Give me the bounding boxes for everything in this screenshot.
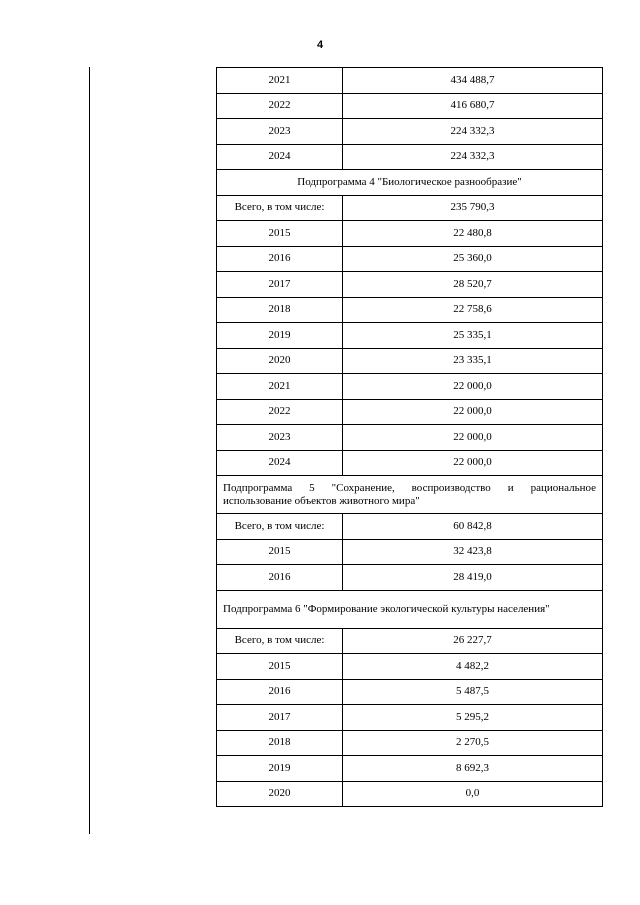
table-row	[217, 450, 603, 476]
amount-cell: 22 000,0	[343, 450, 603, 476]
funding-table-body	[217, 68, 603, 807]
table-row	[217, 348, 603, 374]
amount-cell: 32 423,8	[343, 539, 603, 565]
table-row	[217, 144, 603, 170]
amount-cell: 8 692,3	[343, 756, 603, 782]
total-amount-cell: 235 790,3	[343, 195, 603, 221]
table-row	[217, 246, 603, 272]
table-row	[217, 705, 603, 731]
table-row	[217, 425, 603, 451]
amount-cell: 25 360,0	[343, 246, 603, 272]
year-cell: 2024	[217, 450, 343, 476]
amount-cell: 22 000,0	[343, 374, 603, 400]
amount-cell: 28 520,7	[343, 272, 603, 298]
year-cell: 2018	[217, 297, 343, 323]
amount-cell: 22 480,8	[343, 221, 603, 247]
year-cell: 2023	[217, 425, 343, 451]
amount-cell: 416 680,7	[343, 93, 603, 119]
subprogram-heading-row	[217, 590, 603, 628]
total-label-cell: Всего, в том числе:	[217, 628, 343, 654]
subprogram-4-heading: Подпрограмма 4 "Биологическое разнообразие"	[217, 170, 603, 196]
year-cell: 2016	[217, 246, 343, 272]
table-row	[217, 654, 603, 680]
table-row	[217, 68, 603, 94]
year-cell: 2016	[217, 565, 343, 591]
year-cell: 2015	[217, 221, 343, 247]
year-cell: 2023	[217, 119, 343, 145]
table-row	[217, 679, 603, 705]
year-cell: 2022	[217, 93, 343, 119]
amount-cell: 2 270,5	[343, 730, 603, 756]
year-cell: 2022	[217, 399, 343, 425]
page-number: 4	[316, 39, 324, 51]
subprogram-heading-row	[217, 476, 603, 514]
table-row	[217, 323, 603, 349]
year-cell: 2019	[217, 323, 343, 349]
table-row	[217, 221, 603, 247]
table-row	[217, 730, 603, 756]
table-row	[217, 539, 603, 565]
amount-cell: 224 332,3	[343, 144, 603, 170]
amount-cell: 434 488,7	[343, 68, 603, 94]
year-cell: 2021	[217, 374, 343, 400]
amount-cell: 25 335,1	[343, 323, 603, 349]
table-row	[217, 119, 603, 145]
year-cell: 2019	[217, 756, 343, 782]
year-cell: 2021	[217, 68, 343, 94]
amount-cell: 23 335,1	[343, 348, 603, 374]
total-label-cell: Всего, в том числе:	[217, 195, 343, 221]
year-cell: 2016	[217, 679, 343, 705]
total-label-cell: Всего, в том числе:	[217, 514, 343, 540]
table-row	[217, 399, 603, 425]
year-cell: 2024	[217, 144, 343, 170]
margin-rule	[89, 67, 90, 834]
table-row	[217, 565, 603, 591]
year-cell: 2015	[217, 539, 343, 565]
subprogram-heading-row	[217, 170, 603, 196]
table-row	[217, 93, 603, 119]
year-cell: 2017	[217, 705, 343, 731]
table-row	[217, 781, 603, 807]
funding-table	[216, 67, 603, 807]
amount-cell: 5 295,2	[343, 705, 603, 731]
table-row	[217, 297, 603, 323]
subprogram-6-heading: Подпрограмма 6 "Формирование экологической культуры населения"	[217, 590, 603, 628]
amount-cell: 4 482,2	[343, 654, 603, 680]
table-row	[217, 628, 603, 654]
amount-cell: 0,0	[343, 781, 603, 807]
amount-cell: 28 419,0	[343, 565, 603, 591]
year-cell: 2017	[217, 272, 343, 298]
total-amount-cell: 60 842,8	[343, 514, 603, 540]
table-row	[217, 195, 603, 221]
amount-cell: 5 487,5	[343, 679, 603, 705]
table-row	[217, 514, 603, 540]
amount-cell: 22 000,0	[343, 425, 603, 451]
table-row	[217, 374, 603, 400]
table-row	[217, 756, 603, 782]
total-amount-cell: 26 227,7	[343, 628, 603, 654]
year-cell: 2020	[217, 348, 343, 374]
year-cell: 2018	[217, 730, 343, 756]
amount-cell: 22 758,6	[343, 297, 603, 323]
year-cell: 2020	[217, 781, 343, 807]
amount-cell: 224 332,3	[343, 119, 603, 145]
table-row	[217, 272, 603, 298]
year-cell: 2015	[217, 654, 343, 680]
subprogram-5-heading: Подпрограмма 5 "Сохранение, воспроизводство и рациональное использование объектов животного мира"	[217, 476, 603, 514]
amount-cell: 22 000,0	[343, 399, 603, 425]
